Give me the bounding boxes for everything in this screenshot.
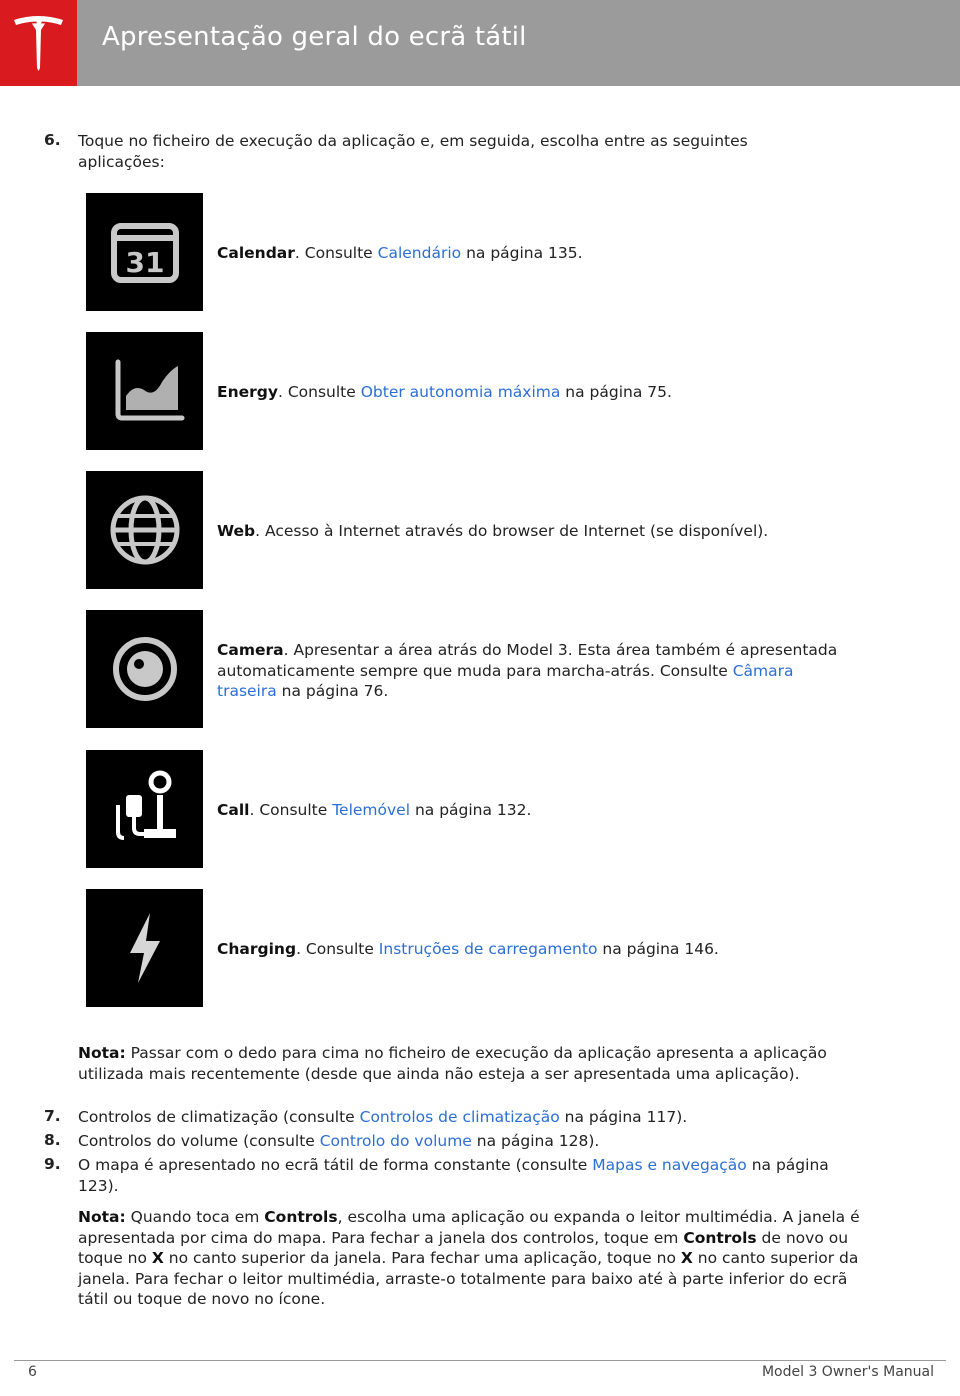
link-obter-autonomia[interactable]: Obter autonomia máxima [360, 383, 561, 401]
step-number: 6. [44, 131, 61, 149]
app-description: Calendar. Consulte Calendário na página 135. [217, 244, 583, 262]
note-paragraph: Nota: Passar com o dedo para cima no ficheiro de execução da aplicação apresenta a aplicação utilizada mais recentemente (desde que ainda não esteja a ser apresentada uma aplicação). [78, 1044, 827, 1083]
step-text: Controlos do volume (consulte Controlo do volume na página 128). [78, 1132, 600, 1150]
camera-icon [86, 610, 203, 728]
web-globe-icon [86, 471, 203, 589]
link-instrucoes-carregamento[interactable]: Instruções de carregamento [378, 940, 598, 958]
app-item-call [86, 750, 886, 868]
app-item-camera [86, 610, 886, 728]
page-header [0, 0, 960, 86]
step-number: 7. [44, 1107, 61, 1125]
page-number: 6 [28, 1364, 37, 1380]
step-number: 9. [44, 1155, 61, 1173]
link-calendario[interactable]: Calendário [377, 244, 462, 262]
tesla-logo [0, 0, 77, 86]
app-item-web [86, 471, 886, 589]
app-description: Camera. Apresentar a área atrás do Model 3. Esta área também é apresentada automaticamente sempre que muda para marcha-atrás. Consulte Câmara traseira na página 76. [217, 641, 838, 700]
charging-bolt-icon [86, 889, 203, 1007]
app-description: Call. Consulte Telemóvel na página 132. [217, 801, 532, 819]
app-description: Web. Acesso à Internet através do browser de Internet (se disponível). [217, 522, 769, 540]
calendar-icon [86, 193, 203, 311]
energy-icon [86, 332, 203, 450]
phone-call-icon [86, 750, 203, 868]
app-item-calendar [86, 193, 886, 311]
app-description: Energy. Consulte Obter autonomia máxima na página 75. [217, 383, 672, 401]
step-number: 8. [44, 1131, 61, 1149]
note-paragraph: Nota: Quando toca em Controls, escolha uma aplicação ou expanda o leitor multimédia. A janela é apresentada por cima do mapa. Para fechar a janela dos controlos, toque em Controls de novo ou toque no X no canto superior da janela. Para fechar uma aplicação, toque no X no canto superior da janela. Para fechar o leitor multimédia, arraste-o totalmente para baixo até à parte inferior do ecrã tátil ou toque de novo no ícone. [78, 1208, 860, 1308]
app-item-charging [86, 889, 886, 1007]
link-controlo-volume[interactable]: Controlo do volume [319, 1132, 472, 1150]
step-text: Toque no ficheiro de execução da aplicação e, em seguida, escolha entre as seguintes aplicações: [78, 132, 748, 171]
footer-divider [14, 1360, 946, 1361]
app-item-energy [86, 332, 886, 450]
calendar-icon-date: 31 [125, 246, 165, 279]
link-telemovel[interactable]: Telemóvel [332, 801, 411, 819]
tesla-logo-icon [12, 14, 65, 72]
link-mapas-navegacao[interactable]: Mapas e navegação [592, 1156, 747, 1174]
step-text: Controlos de climatização (consulte Controlos de climatização na página 117). [78, 1108, 688, 1126]
link-camara-traseira[interactable]: Câmara traseira [217, 661, 794, 700]
footer-manual-title: Model 3 Owner's Manual [761, 1364, 934, 1380]
step-text: O mapa é apresentado no ecrã tátil de forma constante (consulte Mapas e navegação na página 123). [78, 1156, 829, 1195]
page-title: Apresentação geral do ecrã tátil [102, 22, 527, 52]
link-controlos-climatizacao[interactable]: Controlos de climatização [359, 1108, 560, 1126]
app-description: Charging. Consulte Instruções de carregamento na página 146. [217, 940, 719, 958]
